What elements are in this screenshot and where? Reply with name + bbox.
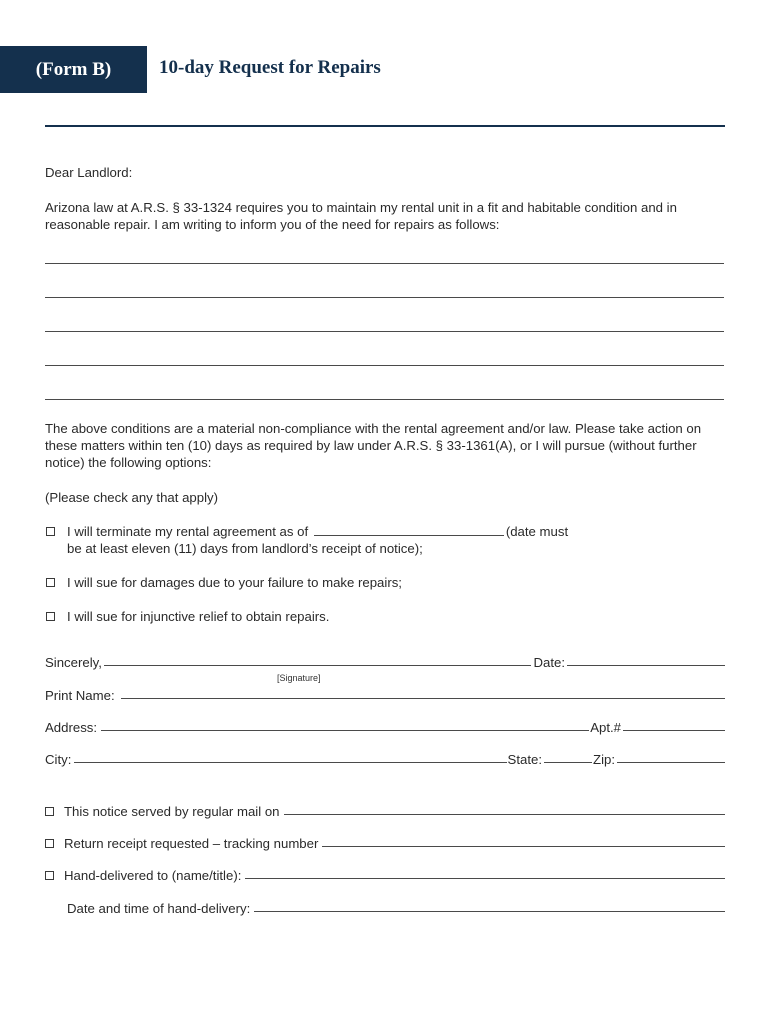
sue-damages-checkbox[interactable] — [46, 578, 55, 587]
form-tag-label: (Form B) — [35, 58, 112, 80]
page-title: 10-day Request for Repairs — [159, 57, 381, 78]
hand-delivered-row — [45, 865, 725, 883]
print-name-label: Print Name: — [45, 688, 115, 703]
terminate-date-field[interactable] — [314, 523, 504, 536]
terminate-text-c: be at least eleven (11) days from landlord’s receipt of notice); — [67, 541, 423, 556]
option-sue-damages — [45, 574, 725, 591]
hand-delivered-name-field[interactable] — [245, 878, 725, 879]
print-name-row — [45, 685, 725, 703]
address-row — [45, 717, 725, 735]
terminate-text — [45, 523, 725, 557]
state-label: State: — [507, 752, 543, 767]
return-receipt-row — [45, 833, 725, 851]
header-divider — [45, 125, 725, 127]
signature-row — [45, 652, 725, 670]
state-field[interactable] — [544, 762, 592, 763]
form-tag — [0, 46, 147, 93]
option-injunctive — [45, 608, 725, 625]
signature-field[interactable] — [104, 665, 532, 666]
salutation: Dear Landlord: — [45, 165, 133, 180]
hand-delivery-datetime-label: Date and time of hand-delivery: — [67, 901, 251, 916]
terminate-checkbox[interactable] — [46, 527, 55, 536]
option-terminate — [45, 523, 725, 557]
noncompliance-paragraph: The above conditions are a material non-compliance with the rental agreement and/or law. Please take action on these matters within ten (10) days as required by law under A.R.S. § 33-1361(A), or I will pursue (without further notice) the following options: — [45, 421, 702, 470]
city-row — [45, 749, 725, 767]
terminate-text-a: I will terminate my rental agreement as of — [67, 524, 309, 539]
sue-damages-text: I will sue for damages due to your failure to make repairs; — [67, 575, 402, 590]
apt-label: Apt.# — [590, 720, 621, 735]
zip-label: Zip: — [593, 752, 615, 767]
city-label: City: — [45, 752, 72, 767]
injunctive-text: I will sue for injunctive relief to obtain repairs. — [67, 609, 330, 624]
regular-mail-label: This notice served by regular mail on — [64, 804, 280, 819]
sincerely-label: Sincerely, — [45, 655, 102, 670]
injunctive-checkbox[interactable] — [46, 612, 55, 621]
date-field[interactable] — [567, 665, 725, 666]
hand-delivery-datetime-field[interactable] — [254, 911, 725, 912]
terminate-text-b: (date must — [505, 524, 569, 539]
address-field[interactable] — [101, 730, 589, 731]
check-prompt: (Please check any that apply) — [45, 490, 218, 505]
repair-line-4[interactable] — [45, 365, 724, 366]
regular-mail-row — [45, 801, 725, 819]
zip-field[interactable] — [617, 762, 725, 763]
address-label: Address: — [45, 720, 98, 735]
apt-field[interactable] — [623, 730, 725, 731]
hand-delivered-label: Hand-delivered to (name/title): — [64, 868, 242, 883]
repair-line-1[interactable] — [45, 263, 724, 264]
signature-caption: [Signature] — [277, 673, 321, 683]
regular-mail-date-field[interactable] — [284, 814, 726, 815]
repair-line-2[interactable] — [45, 297, 724, 298]
city-field[interactable] — [74, 762, 506, 763]
intro-paragraph: Arizona law at A.R.S. § 33-1324 requires you to maintain my rental unit in a fit and habitable condition and in reasonable repair. I am writing to inform you of the need for repairs as follows: — [45, 200, 677, 232]
print-name-field[interactable] — [121, 698, 725, 699]
hand-delivery-datetime-row — [67, 898, 725, 916]
hand-delivered-checkbox[interactable] — [45, 871, 54, 880]
repair-line-5[interactable] — [45, 399, 724, 400]
repair-line-3[interactable] — [45, 331, 724, 332]
regular-mail-checkbox[interactable] — [45, 807, 54, 816]
return-receipt-label: Return receipt requested – tracking number — [64, 836, 319, 851]
return-receipt-checkbox[interactable] — [45, 839, 54, 848]
date-label: Date: — [533, 655, 565, 670]
tracking-number-field[interactable] — [322, 846, 725, 847]
